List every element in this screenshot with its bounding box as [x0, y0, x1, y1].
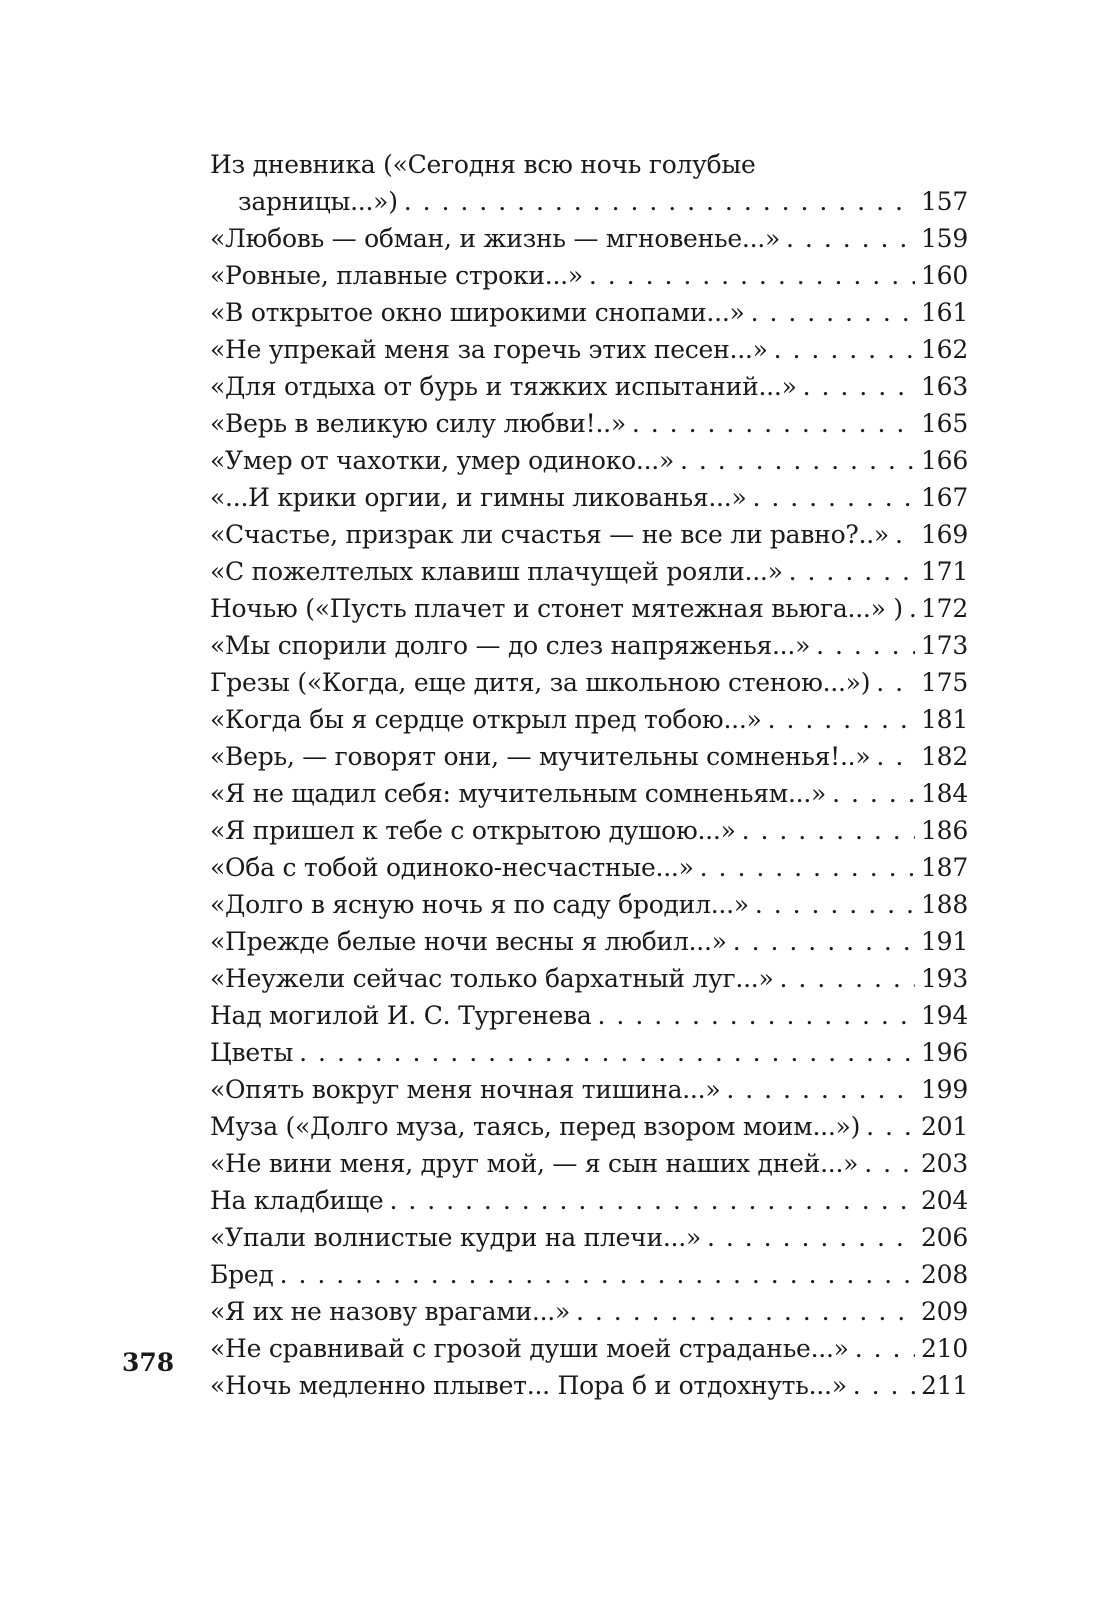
toc-entry-page: 169	[921, 520, 968, 549]
dot-leader	[895, 516, 915, 553]
toc-entry-title: «Мы спорили долго — до слез напряженья...»	[210, 631, 811, 660]
toc-entry-title: Ночью («Пусть плачет и стонет мятежная вьюга...» )	[210, 594, 903, 623]
dot-leader	[742, 812, 915, 849]
dot-leader	[680, 442, 915, 479]
toc-entry	[210, 664, 968, 701]
toc-entry-page: 203	[921, 1149, 968, 1178]
toc-entry-title: Грезы («Когда, еще дитя, за школьною стеною...»)	[210, 668, 871, 697]
toc-entry	[210, 294, 968, 331]
toc-entry-title: «Умер от чахотки, умер одиноко...»	[210, 446, 675, 475]
toc-entry-page: 175	[921, 668, 968, 697]
toc-entry-title: Бред	[210, 1260, 274, 1289]
toc-entry	[210, 442, 968, 479]
toc-entry-title: «Я не щадил себя: мучительным сомненьям...»	[210, 779, 827, 808]
dot-leader	[576, 1293, 915, 1330]
toc-entry	[210, 1071, 968, 1108]
toc-entry-title: «Прежде белые ночи весны я любил...»	[210, 927, 727, 956]
toc-entry-title: «Ровные, плавные строки...»	[210, 261, 583, 290]
toc-entry	[210, 1367, 968, 1404]
toc-entry-page: 157	[921, 187, 968, 216]
toc-entry-page: 166	[921, 446, 968, 475]
table-of-contents	[210, 146, 968, 1404]
dot-leader	[876, 664, 915, 701]
toc-entry-page: 171	[921, 557, 968, 586]
toc-entry-page: 162	[921, 335, 968, 364]
dot-leader	[853, 1367, 915, 1404]
toc-entry-title: «Не вини меня, друг мой, — я сын наших дней...»	[210, 1149, 859, 1178]
toc-entry-title: Над могилой И. С. Тургенева	[210, 1001, 592, 1030]
toc-entry	[210, 627, 968, 664]
toc-entry	[210, 701, 968, 738]
toc-entry-page: 159	[921, 224, 968, 253]
page-number: 378	[122, 1348, 175, 1377]
toc-entry	[210, 812, 968, 849]
toc-entry-page: 201	[921, 1112, 968, 1141]
toc-entry-title: «Любовь — обман, и жизнь — мгновенье...»	[210, 224, 781, 253]
toc-entry-page: 204	[921, 1186, 968, 1215]
toc-entry-page: 191	[921, 927, 968, 956]
toc-entry-title: «Оба с тобой одиноко-несчастные...»	[210, 853, 694, 882]
toc-entry	[210, 738, 968, 775]
toc-entry	[210, 1145, 968, 1182]
toc-entry	[210, 590, 968, 627]
toc-entry	[210, 1108, 968, 1145]
toc-entry-page: 206	[921, 1223, 968, 1252]
dot-leader	[780, 960, 916, 997]
toc-entry	[210, 886, 968, 923]
toc-entry	[210, 405, 968, 442]
toc-entry	[210, 331, 968, 368]
toc-entry-page: 199	[921, 1075, 968, 1104]
dot-leader	[855, 1330, 915, 1367]
dot-leader	[389, 1182, 915, 1219]
toc-entry-page: 160	[921, 261, 968, 290]
toc-entry-title: «С пожелтелых клавиш плачущей рояли...»	[210, 557, 783, 586]
toc-entry	[210, 1034, 968, 1071]
toc-entry-title: «Счастье, призрак ли счастья — не все ли равно?..»	[210, 520, 889, 549]
dot-leader	[751, 294, 915, 331]
dot-leader	[768, 701, 915, 738]
dot-leader	[816, 627, 915, 664]
toc-entry-title: «Не сравнивай с грозой души моей страданье...»	[210, 1334, 849, 1363]
toc-entry	[210, 1219, 968, 1256]
dot-leader	[786, 220, 915, 257]
toc-entry-page: 163	[921, 372, 968, 401]
toc-entry	[210, 516, 968, 553]
toc-entry-page: 188	[921, 890, 968, 919]
dot-leader	[774, 331, 915, 368]
toc-entry-page: 196	[921, 1038, 968, 1067]
toc-entry	[210, 257, 968, 294]
dot-leader	[733, 923, 915, 960]
toc-entry-page: 167	[921, 483, 968, 512]
dot-leader	[589, 257, 915, 294]
toc-entry-page: 182	[921, 742, 968, 771]
toc-entry	[210, 479, 968, 516]
toc-entry	[210, 1256, 968, 1293]
toc-entry	[210, 1293, 968, 1330]
toc-entry-page: 173	[921, 631, 968, 660]
dot-leader	[404, 183, 915, 220]
toc-entry-page: 187	[921, 853, 968, 882]
dot-leader	[280, 1256, 915, 1293]
dot-leader	[707, 1219, 915, 1256]
toc-entry-page: 194	[921, 1001, 968, 1030]
toc-entry-title-continuation: зарницы...»)	[238, 187, 398, 216]
toc-entry-title: Муза («Долго муза, таясь, перед взором моим...»)	[210, 1112, 861, 1141]
toc-entry-page: 181	[921, 705, 968, 734]
toc-entry	[210, 849, 968, 886]
dot-leader	[866, 1108, 915, 1145]
toc-entry	[210, 775, 968, 812]
toc-entry-title: «Когда бы я сердце открыл пред тобою...»	[210, 705, 762, 734]
toc-entry-page: 172	[921, 594, 968, 623]
toc-entry-title: «Я их не назову врагами...»	[210, 1297, 571, 1326]
toc-entry	[210, 368, 968, 405]
toc-entry-title: «Для отдыха от бурь и тяжких испытаний...»	[210, 372, 797, 401]
dot-leader	[876, 738, 915, 775]
dot-leader	[789, 553, 915, 590]
toc-entry-title: «Верь в великую силу любви!..»	[210, 409, 626, 438]
toc-entry	[210, 553, 968, 590]
toc-entry-title: «Ночь медленно плывет... Пора б и отдохнуть...»	[210, 1371, 847, 1400]
toc-entry-title: «Долго в ясную ночь я по саду бродил...»	[210, 890, 749, 919]
toc-entry-title: «Не упрекай меня за горечь этих песен...»	[210, 335, 768, 364]
toc-entry	[210, 1330, 968, 1367]
toc-entry	[210, 960, 968, 997]
dot-leader	[864, 1145, 915, 1182]
dot-leader	[752, 479, 915, 516]
dot-leader	[755, 886, 915, 923]
toc-entry-page: 165	[921, 409, 968, 438]
toc-entry-title: «В открытое окно широкими снопами...»	[210, 298, 745, 327]
toc-entry-page: 193	[921, 964, 968, 993]
toc-entry-page: 161	[921, 298, 968, 327]
dot-leader	[598, 997, 916, 1034]
dot-leader	[726, 1071, 915, 1108]
toc-entry-page: 184	[921, 779, 968, 808]
toc-entry-title: «...И крики оргии, и гимны ликованья...»	[210, 483, 747, 512]
toc-entry	[210, 220, 968, 257]
toc-entry-page: 209	[921, 1297, 968, 1326]
toc-entry-title: Цветы	[210, 1038, 294, 1067]
toc-entry-title: «Верь, — говорят они, — мучительны сомненья!..»	[210, 742, 871, 771]
toc-entry-page: 208	[921, 1260, 968, 1289]
dot-leader	[299, 1034, 915, 1071]
dot-leader	[803, 368, 915, 405]
toc-entry	[210, 1182, 968, 1219]
toc-entry	[210, 997, 968, 1034]
dot-leader	[700, 849, 915, 886]
toc-entry-title: «Я пришел к тебе с открытою душою...»	[210, 816, 736, 845]
toc-entry-title: На кладбище	[210, 1186, 384, 1215]
toc-entry	[210, 146, 968, 220]
dot-leader	[832, 775, 915, 812]
toc-entry-title: Из дневника («Сегодня всю ночь голубые	[210, 150, 756, 179]
toc-entry-title: «Упали волнистые кудри на плечи...»	[210, 1223, 701, 1252]
toc-entry-title: «Опять вокруг меня ночная тишина...»	[210, 1075, 721, 1104]
toc-entry-page: 211	[921, 1371, 968, 1400]
dot-leader	[909, 590, 915, 627]
toc-entry-page: 210	[921, 1334, 968, 1363]
toc-entry	[210, 923, 968, 960]
toc-entry-title: «Неужели сейчас только бархатный луг...»	[210, 964, 774, 993]
toc-entry-page: 186	[921, 816, 968, 845]
dot-leader	[632, 405, 915, 442]
